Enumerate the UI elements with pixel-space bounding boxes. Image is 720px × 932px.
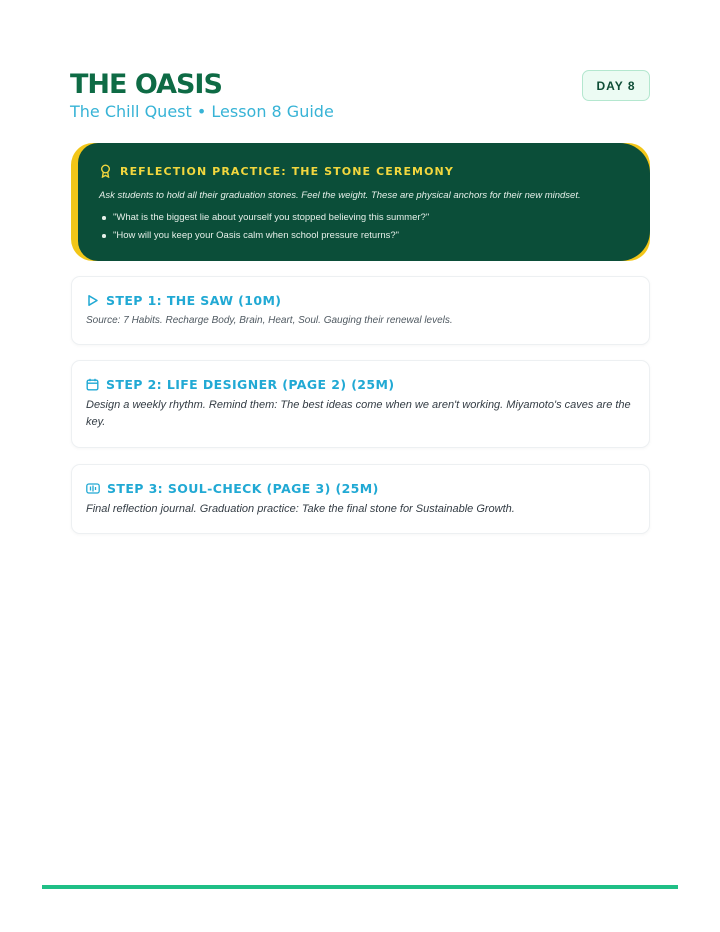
step-text: Source: 7 Habits. Recharge Body, Brain, Heart, Soul. Gauging their renewal levels.: [86, 315, 453, 326]
reflection-title: REFLECTION PRACTICE: THE STONE CEREMONY: [120, 164, 454, 178]
page-subtitle: The Chill Quest • Lesson 8 Guide: [70, 102, 334, 121]
step-card-3: [71, 464, 650, 534]
step-text: Final reflection journal. Graduation practice: Take the final stone for Sustainable Growth.: [86, 503, 515, 515]
reflection-header: [99, 161, 630, 181]
day-badge: DAY 8: [582, 70, 650, 101]
page-title: THE OASIS: [70, 69, 222, 100]
step-title: STEP 3: SOUL-CHECK (PAGE 3) (25M): [107, 480, 379, 496]
audio-wave-icon: [86, 482, 100, 495]
reflection-description: Ask students to hold all their graduation stones. Feel the weight. These are physical anchors for their new mindset.: [99, 190, 581, 201]
step-header: [86, 479, 635, 497]
play-icon: [86, 294, 99, 307]
reflection-question: "How will you keep your Oasis calm when school pressure returns?": [113, 227, 630, 245]
reflection-practice-card: [71, 143, 650, 261]
step-card-1: [71, 276, 650, 345]
footer-divider: [42, 885, 678, 889]
reflection-question: "What is the biggest lie about yourself you stopped believing this summer?": [113, 209, 630, 227]
step-header: [86, 291, 635, 309]
step-header: [86, 375, 635, 393]
step-title: STEP 1: THE SAW (10M): [106, 292, 282, 308]
page-header: [70, 70, 650, 123]
reflection-question-list: [99, 209, 630, 245]
calendar-icon: [86, 378, 99, 391]
award-ribbon-icon: [99, 164, 112, 178]
reflection-panel: [78, 143, 650, 261]
step-title: STEP 2: LIFE DESIGNER (PAGE 2) (25M): [106, 376, 395, 392]
step-card-2: [71, 360, 650, 448]
step-text: Design a weekly rhythm. Remind them: The best ideas come when we aren't working. Miyamoto's caves are the key.: [86, 399, 631, 428]
